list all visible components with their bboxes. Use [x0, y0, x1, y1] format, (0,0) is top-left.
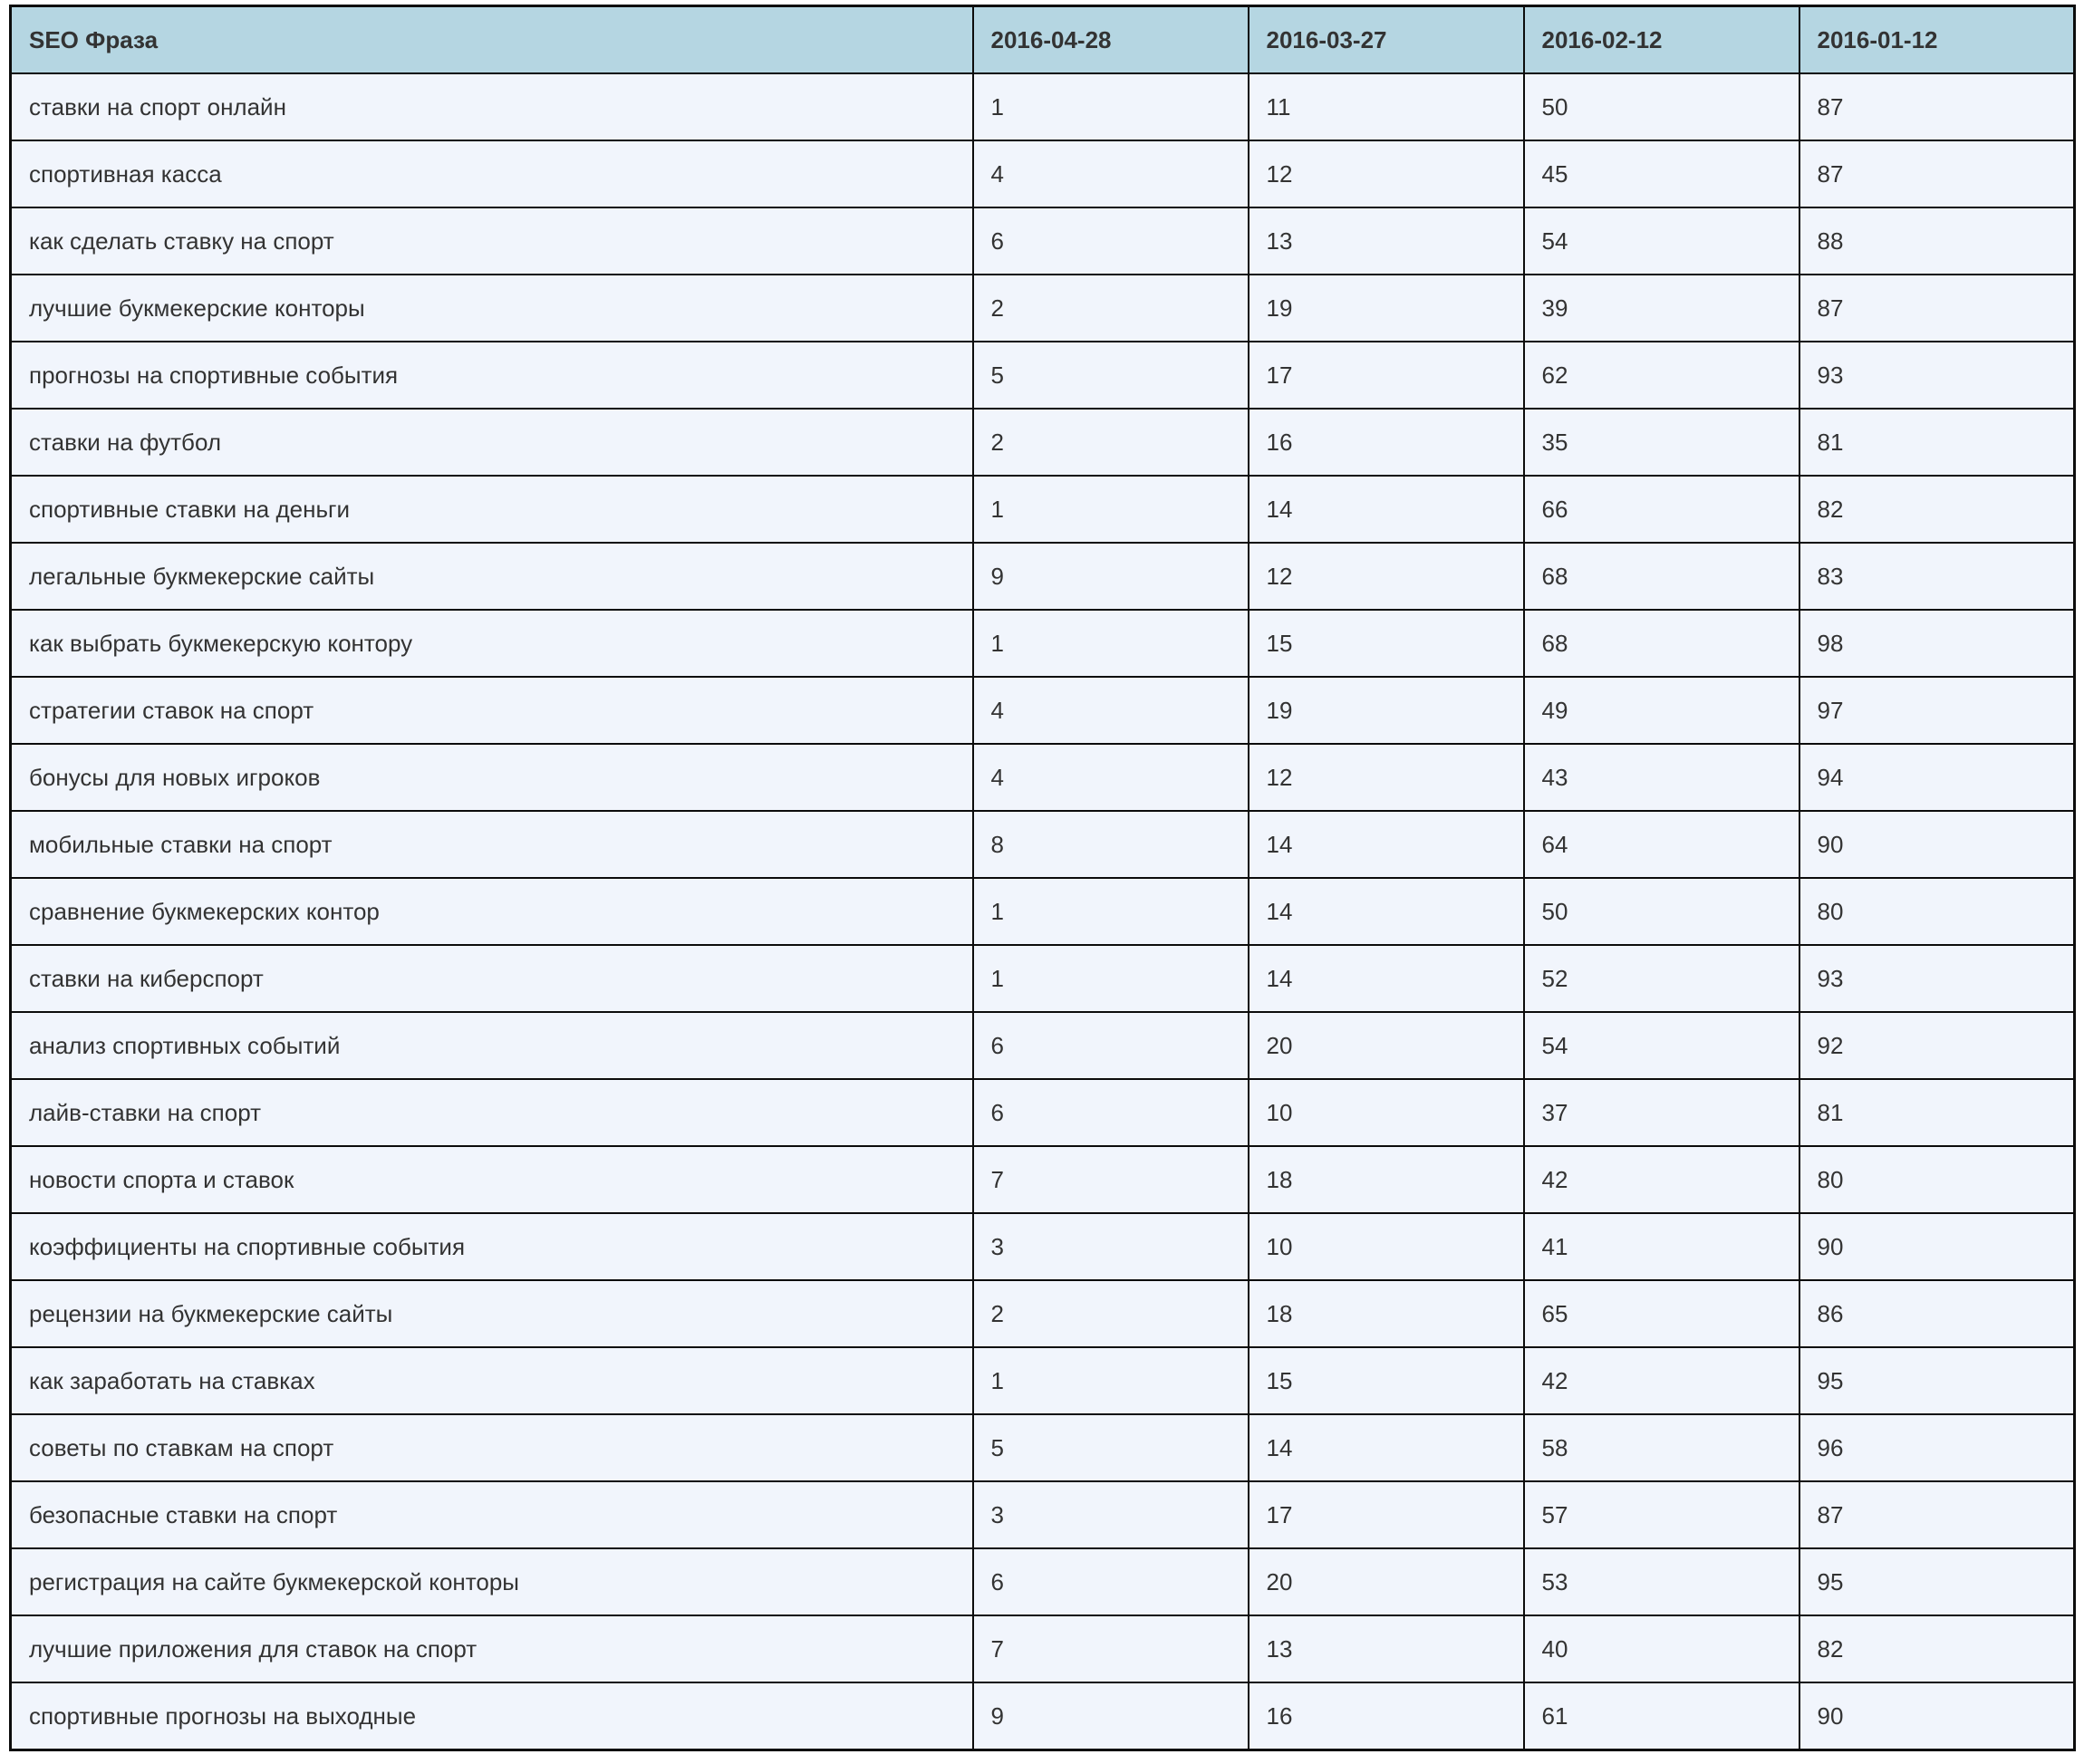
position-cell: 16: [1249, 409, 1524, 476]
position-cell: 41: [1524, 1213, 1799, 1280]
phrase-cell: лучшие приложения для ставок на спорт: [11, 1615, 973, 1682]
position-cell: 95: [1799, 1548, 2075, 1615]
position-cell: 16: [1249, 1682, 1524, 1750]
position-cell: 2: [973, 275, 1249, 342]
position-cell: 4: [973, 677, 1249, 744]
position-cell: 9: [973, 1682, 1249, 1750]
position-cell: 82: [1799, 1615, 2075, 1682]
position-cell: 61: [1524, 1682, 1799, 1750]
table-row: [11, 73, 2075, 140]
table-row: [11, 1682, 2075, 1750]
phrase-cell: как выбрать букмекерскую контору: [11, 610, 973, 677]
position-cell: 98: [1799, 610, 2075, 677]
header-cell-date-4: 2016-01-12: [1799, 6, 2075, 74]
position-cell: 62: [1524, 342, 1799, 409]
phrase-cell: ставки на спорт онлайн: [11, 73, 973, 140]
table-row: [11, 1414, 2075, 1481]
phrase-cell: как заработать на ставках: [11, 1347, 973, 1414]
position-cell: 14: [1249, 1414, 1524, 1481]
table-row: [11, 476, 2075, 543]
position-cell: 54: [1524, 1012, 1799, 1079]
phrase-cell: коэффициенты на спортивные события: [11, 1213, 973, 1280]
phrase-cell: рецензии на букмекерские сайты: [11, 1280, 973, 1347]
position-cell: 2: [973, 1280, 1249, 1347]
phrase-cell: спортивная касса: [11, 140, 973, 207]
position-cell: 10: [1249, 1213, 1524, 1280]
position-cell: 37: [1524, 1079, 1799, 1146]
position-cell: 81: [1799, 1079, 2075, 1146]
position-cell: 14: [1249, 878, 1524, 945]
table-row: [11, 1548, 2075, 1615]
phrase-cell: лучшие букмекерские конторы: [11, 275, 973, 342]
table-row: [11, 1012, 2075, 1079]
table-row: [11, 1280, 2075, 1347]
position-cell: 11: [1249, 73, 1524, 140]
phrase-cell: регистрация на сайте букмекерской конторы: [11, 1548, 973, 1615]
position-cell: 20: [1249, 1012, 1524, 1079]
position-cell: 68: [1524, 543, 1799, 610]
table-row: [11, 543, 2075, 610]
phrase-cell: прогнозы на спортивные события: [11, 342, 973, 409]
table-body: [11, 73, 2075, 1750]
position-cell: 93: [1799, 945, 2075, 1012]
table-row: [11, 1347, 2075, 1414]
position-cell: 3: [973, 1481, 1249, 1548]
position-cell: 5: [973, 342, 1249, 409]
position-cell: 80: [1799, 878, 2075, 945]
position-cell: 1: [973, 476, 1249, 543]
table-row: [11, 140, 2075, 207]
position-cell: 68: [1524, 610, 1799, 677]
position-cell: 6: [973, 207, 1249, 275]
position-cell: 14: [1249, 945, 1524, 1012]
position-cell: 13: [1249, 207, 1524, 275]
position-cell: 65: [1524, 1280, 1799, 1347]
table-row: [11, 342, 2075, 409]
position-cell: 54: [1524, 207, 1799, 275]
position-cell: 19: [1249, 677, 1524, 744]
position-cell: 8: [973, 811, 1249, 878]
position-cell: 12: [1249, 140, 1524, 207]
position-cell: 4: [973, 140, 1249, 207]
position-cell: 40: [1524, 1615, 1799, 1682]
table-header: [11, 6, 2075, 74]
position-cell: 12: [1249, 744, 1524, 811]
phrase-cell: спортивные ставки на деньги: [11, 476, 973, 543]
position-cell: 97: [1799, 677, 2075, 744]
position-cell: 92: [1799, 1012, 2075, 1079]
phrase-cell: стратегии ставок на спорт: [11, 677, 973, 744]
position-cell: 86: [1799, 1280, 2075, 1347]
table-row: [11, 677, 2075, 744]
position-cell: 95: [1799, 1347, 2075, 1414]
position-cell: 7: [973, 1615, 1249, 1682]
phrase-cell: спортивные прогнозы на выходные: [11, 1682, 973, 1750]
position-cell: 87: [1799, 1481, 2075, 1548]
table-row: [11, 945, 2075, 1012]
phrase-cell: лайв-ставки на спорт: [11, 1079, 973, 1146]
phrase-cell: безопасные ставки на спорт: [11, 1481, 973, 1548]
phrase-cell: легальные букмекерские сайты: [11, 543, 973, 610]
phrase-cell: анализ спортивных событий: [11, 1012, 973, 1079]
table-row: [11, 1213, 2075, 1280]
phrase-cell: как сделать ставку на спорт: [11, 207, 973, 275]
position-cell: 35: [1524, 409, 1799, 476]
position-cell: 5: [973, 1414, 1249, 1481]
position-cell: 20: [1249, 1548, 1524, 1615]
position-cell: 90: [1799, 1682, 2075, 1750]
position-cell: 1: [973, 878, 1249, 945]
position-cell: 42: [1524, 1146, 1799, 1213]
position-cell: 6: [973, 1079, 1249, 1146]
header-cell-date-3: 2016-02-12: [1524, 6, 1799, 74]
position-cell: 1: [973, 610, 1249, 677]
header-row: [11, 6, 2075, 74]
position-cell: 66: [1524, 476, 1799, 543]
phrase-cell: новости спорта и ставок: [11, 1146, 973, 1213]
position-cell: 1: [973, 73, 1249, 140]
position-cell: 6: [973, 1548, 1249, 1615]
position-cell: 83: [1799, 543, 2075, 610]
position-cell: 3: [973, 1213, 1249, 1280]
position-cell: 57: [1524, 1481, 1799, 1548]
table-row: [11, 409, 2075, 476]
position-cell: 18: [1249, 1280, 1524, 1347]
table-row: [11, 1481, 2075, 1548]
position-cell: 80: [1799, 1146, 2075, 1213]
table-row: [11, 811, 2075, 878]
position-cell: 52: [1524, 945, 1799, 1012]
position-cell: 14: [1249, 476, 1524, 543]
table-row: [11, 207, 2075, 275]
position-cell: 18: [1249, 1146, 1524, 1213]
table-row: [11, 610, 2075, 677]
position-cell: 58: [1524, 1414, 1799, 1481]
position-cell: 64: [1524, 811, 1799, 878]
position-cell: 1: [973, 1347, 1249, 1414]
table-row: [11, 878, 2075, 945]
phrase-cell: мобильные ставки на спорт: [11, 811, 973, 878]
phrase-cell: сравнение букмекерских контор: [11, 878, 973, 945]
position-cell: 14: [1249, 811, 1524, 878]
position-cell: 81: [1799, 409, 2075, 476]
position-cell: 45: [1524, 140, 1799, 207]
position-cell: 4: [973, 744, 1249, 811]
table-row: [11, 1146, 2075, 1213]
table-row: [11, 1079, 2075, 1146]
phrase-cell: ставки на футбол: [11, 409, 973, 476]
position-cell: 93: [1799, 342, 2075, 409]
header-cell-date-1: 2016-04-28: [973, 6, 1249, 74]
position-cell: 49: [1524, 677, 1799, 744]
position-cell: 87: [1799, 73, 2075, 140]
table-row: [11, 1615, 2075, 1682]
position-cell: 15: [1249, 1347, 1524, 1414]
position-cell: 7: [973, 1146, 1249, 1213]
position-cell: 17: [1249, 342, 1524, 409]
position-cell: 50: [1524, 73, 1799, 140]
position-cell: 19: [1249, 275, 1524, 342]
position-cell: 87: [1799, 275, 2075, 342]
position-cell: 10: [1249, 1079, 1524, 1146]
position-cell: 82: [1799, 476, 2075, 543]
phrase-cell: ставки на киберспорт: [11, 945, 973, 1012]
position-cell: 1: [973, 945, 1249, 1012]
position-cell: 9: [973, 543, 1249, 610]
position-cell: 39: [1524, 275, 1799, 342]
position-cell: 87: [1799, 140, 2075, 207]
phrase-cell: советы по ставкам на спорт: [11, 1414, 973, 1481]
position-cell: 90: [1799, 811, 2075, 878]
position-cell: 15: [1249, 610, 1524, 677]
position-cell: 2: [973, 409, 1249, 476]
position-cell: 12: [1249, 543, 1524, 610]
table-row: [11, 744, 2075, 811]
seo-positions-table: [9, 5, 2076, 1751]
phrase-cell: бонусы для новых игроков: [11, 744, 973, 811]
header-cell-date-2: 2016-03-27: [1249, 6, 1524, 74]
position-cell: 88: [1799, 207, 2075, 275]
position-cell: 94: [1799, 744, 2075, 811]
position-cell: 90: [1799, 1213, 2075, 1280]
position-cell: 13: [1249, 1615, 1524, 1682]
position-cell: 6: [973, 1012, 1249, 1079]
position-cell: 42: [1524, 1347, 1799, 1414]
position-cell: 96: [1799, 1414, 2075, 1481]
table-row: [11, 275, 2075, 342]
position-cell: 43: [1524, 744, 1799, 811]
position-cell: 50: [1524, 878, 1799, 945]
position-cell: 17: [1249, 1481, 1524, 1548]
position-cell: 53: [1524, 1548, 1799, 1615]
header-cell-phrase: SEO Фраза: [11, 6, 973, 74]
